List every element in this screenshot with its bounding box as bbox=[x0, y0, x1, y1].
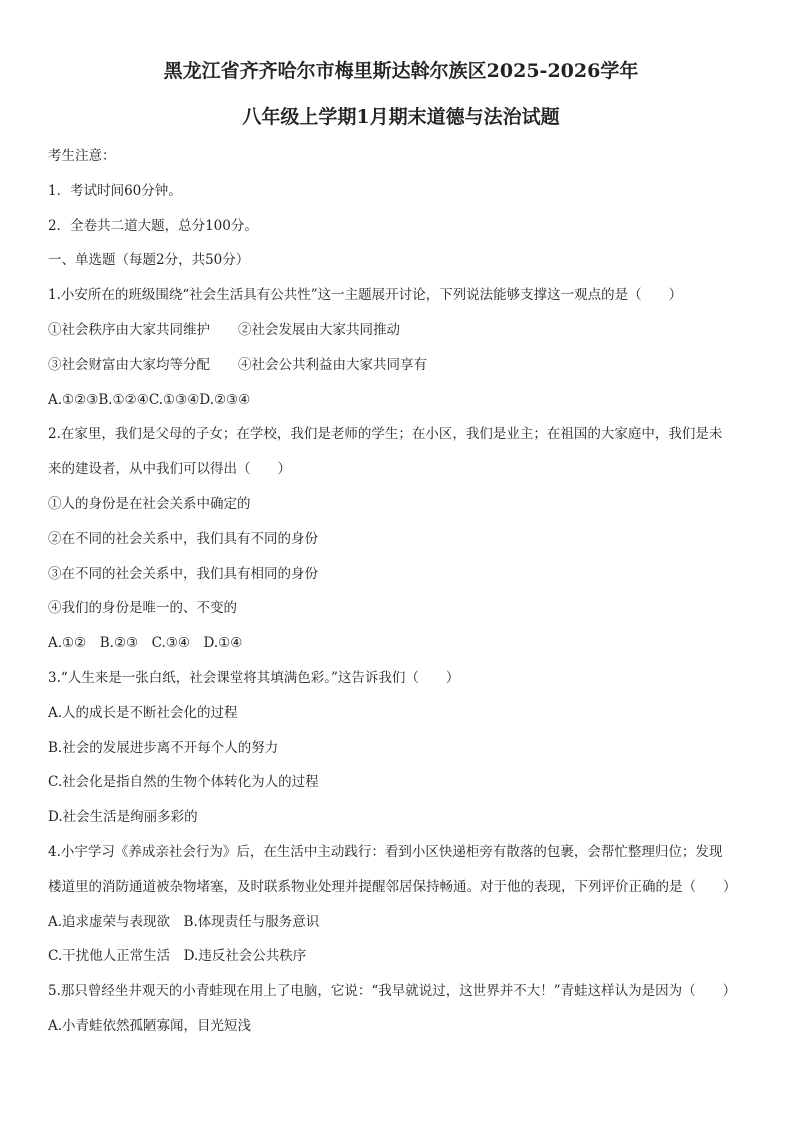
question-1-stem: 1.小安所在的班级围绕“社会生活具有公共性”这一主题展开讨论，下列说法能够支撑这一观点的是（ ） bbox=[48, 287, 683, 304]
question-2-option-1: ①人的身份是在社会关系中确定的 bbox=[48, 495, 251, 512]
exam-title-line2: 八年级上学期1月期末道德与法治试题 bbox=[242, 106, 560, 128]
question-1-option-2: ②社会发展由大家共同推动 bbox=[238, 321, 400, 338]
question-3-choice-c: C.社会化是指自然的生物个体转化为人的过程 bbox=[48, 774, 319, 791]
question-2-option-4: ④我们的身份是唯一的、不变的 bbox=[48, 600, 237, 617]
question-5-choice-a: A.小青蛙依然孤陋寡闻，目光短浅 bbox=[48, 1017, 252, 1034]
question-1-option-4: ④社会公共利益由大家共同享有 bbox=[238, 356, 427, 373]
exam-title-line1: 黑龙江省齐齐哈尔市梅里斯达斡尔族区2025-2026学年 bbox=[163, 60, 639, 82]
question-4-choices-ab: A.追求虚荣与表现欲 B.体现责任与服务意识 bbox=[48, 913, 320, 930]
question-3-stem: 3.“人生来是一张白纸，社会课堂将其填满色彩。”这告诉我们（ ） bbox=[48, 669, 460, 686]
notes-item-1: 1．考试时间60分钟。 bbox=[48, 182, 182, 199]
question-2-choices: A.①② B.②③ C.③④ D.①④ bbox=[48, 635, 243, 652]
section-heading: 一、单选题（每题2分，共50分） bbox=[48, 252, 250, 269]
question-3-choice-d: D.社会生活是绚丽多彩的 bbox=[48, 809, 198, 826]
question-4-choices-cd: C.干扰他人正常生活 D.违反社会公共秩序 bbox=[48, 948, 307, 965]
question-1-choices: A.①②③B.①②④C.①③④D.②③④ bbox=[48, 391, 251, 408]
question-1-options-row1 bbox=[48, 322, 754, 339]
question-2-stem-line1: 2.在家里，我们是父母的子女；在学校，我们是老师的学生；在小区，我们是业主；在祖国的大家庭中，我们是未 bbox=[48, 426, 723, 443]
question-3-choice-a: A.人的成长是不断社会化的过程 bbox=[48, 704, 238, 721]
question-2-stem-line2: 来的建设者，从中我们可以得出（ ） bbox=[48, 461, 291, 478]
question-3-choice-b: B.社会的发展进步离不开每个人的努力 bbox=[48, 739, 279, 756]
question-2-option-2: ②在不同的社会关系中，我们具有不同的身份 bbox=[48, 530, 318, 547]
question-1-options-row2 bbox=[48, 357, 754, 374]
question-1-option-3: ③社会财富由大家均等分配 bbox=[48, 356, 210, 373]
question-2-option-3: ③在不同的社会关系中，我们具有相同的身份 bbox=[48, 565, 318, 582]
question-1-option-1: ①社会秩序由大家共同维护 bbox=[48, 321, 210, 338]
question-4-stem-line1: 4.小宇学习《养成亲社会行为》后，在生活中主动践行：看到小区快递柜旁有散落的包裹，会帮忙整理归位；发现 bbox=[48, 843, 723, 860]
exam-content bbox=[48, 148, 754, 1035]
question-4-stem-line2: 楼道里的消防通道被杂物堵塞，及时联系物业处理并提醒邻居保持畅通。对于他的表现，下列评价正确的是（ ） bbox=[48, 878, 737, 895]
notes-heading: 考生注意： bbox=[48, 148, 116, 164]
question-5-stem: 5.那只曾经坐井观天的小青蛙现在用上了电脑，它说：“我早就说过，这世界并不大！”青蛙这样认为是因为（ ） bbox=[48, 983, 737, 1000]
notes-item-2: 2．全卷共二道大题，总分100分。 bbox=[48, 217, 258, 234]
